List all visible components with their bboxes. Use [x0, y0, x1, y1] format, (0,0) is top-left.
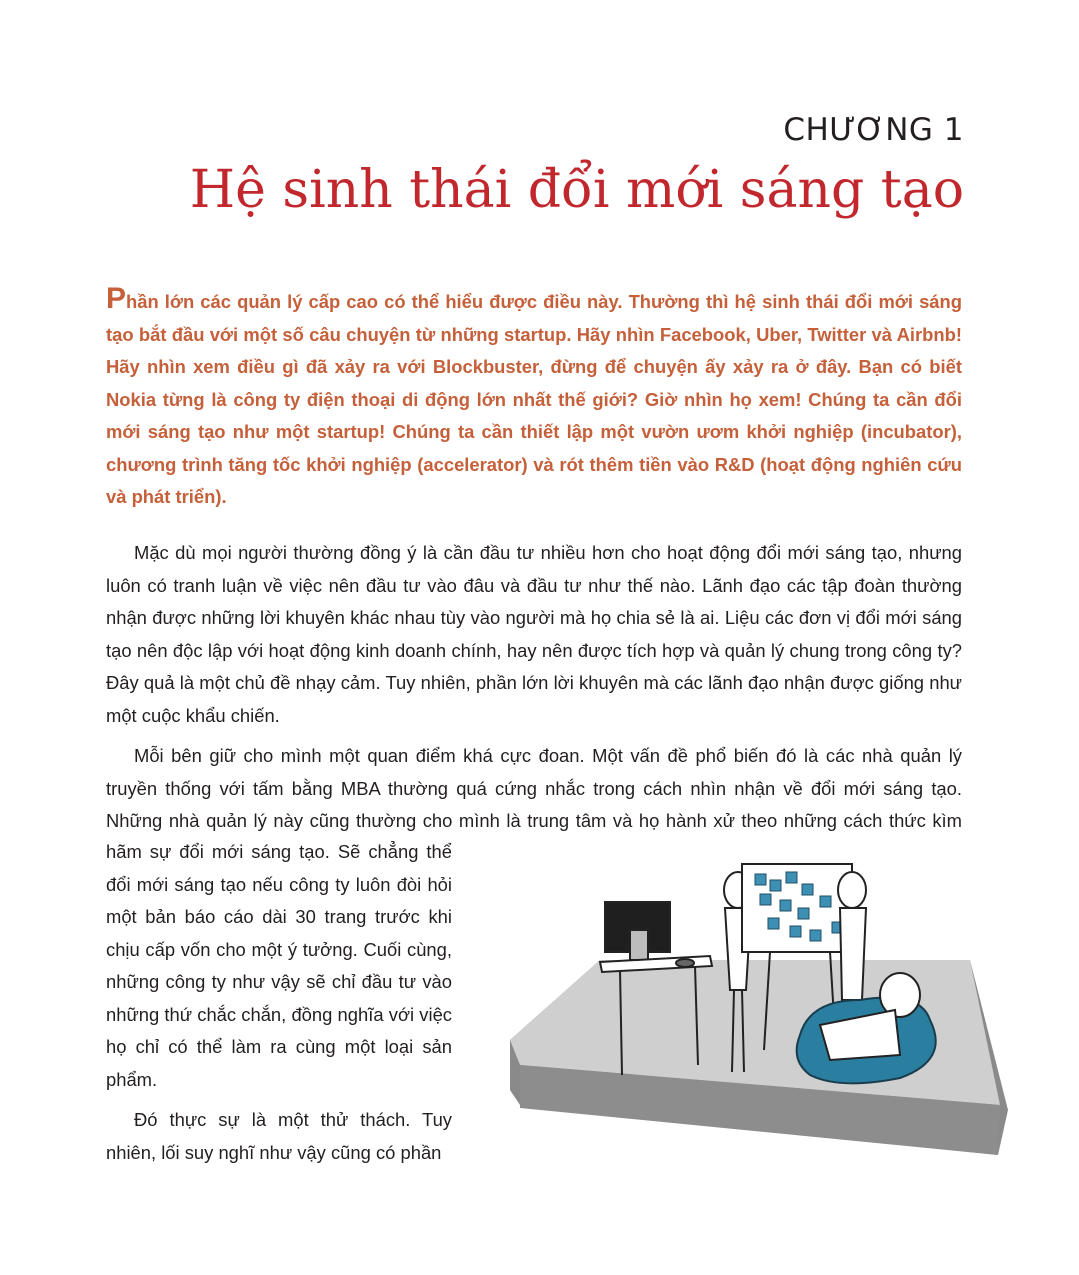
- body-paragraph-3: Đó thực sự là một thử thách. Tuy nhiên, lối suy nghĩ như vậy cũng có phần: [106, 1109, 452, 1163]
- chapter-title: Hệ sinh thái đổi mới sáng tạo: [189, 160, 964, 220]
- body-paragraph-1: Mặc dù mọi người thường đồng ý là cần đầu tư nhiều hơn cho hoạt động đổi mới sáng tạo, nhưng luôn có tranh luận về việc nên đầu tư vào đâu và đầu tư như thế nào. Lãnh đạo các tập đoàn thường nhận được những lời khuyên khác nhau tùy vào người mà họ chia sẻ là ai. Liệu các đơn vị đổi mới sáng tạo nên độc lập với hoạt động kinh doanh chính, hay nên được tích hợp và quản lý chung trong công ty? Đây quả là một chủ đề nhạy cảm. Tuy nhiên, phần lớn lời khuyên mà các lãnh đạo nhận được giống như một cuộc khẩu chiến.: [106, 542, 962, 726]
- intro-paragraph: [106, 282, 962, 514]
- drop-cap: P: [106, 282, 127, 315]
- intro-text: hần lớn các quản lý cấp cao có thể hiểu được điều này. Thường thì hệ sinh thái đổi mới sáng tạo bắt đầu với một số câu chuyện từ những startup. Hãy nhìn Facebook, Uber, Twitter và Airbnb! Hãy nhìn xem điều gì đã xảy ra với Blockbuster, đừng để chuyện ấy xảy ra ở đây. Bạn có biết Nokia từng là công ty điện thoại di động lớn nhất thế giới? Giờ nhìn họ xem! Chúng ta cần đổi mới sáng tạo như một startup! Chúng ta cần thiết lập một vườn ươm khởi nghiệp (incubator), chương trình tăng tốc khởi nghiệp (accelerator) và rót thêm tiền vào R&D (hoạt động nghiên cứu và phát triển).: [106, 291, 962, 507]
- body-paragraph-2: Mỗi bên giữ cho mình một quan điểm khá cực đoan. Một vấn đề phổ biến đó là các nhà quản lý truyền thống với tấm bằng MBA thường quá cứng nhắc trong cách nhìn nhận về đổi mới sáng tạo. Những nhà quản lý này cũng thường cho mình là trung tâm và họ hành xử theo những cách thức kìm: [106, 745, 962, 831]
- floor-platform: [510, 960, 1008, 1155]
- office-illustration: [480, 850, 1015, 1170]
- chapter-label: CHƯƠNG 1: [783, 112, 964, 148]
- body-paragraph-2-continued: hãm sự đổi mới sáng tạo. Sẽ chẳng thể đổi mới sáng tạo nếu công ty luôn đòi hỏi một bản báo cáo dài 30 trang trước khi chịu cấp vốn cho một ý tưởng. Cuối cùng, những công ty như vậy sẽ chỉ đầu tư vào những thứ chắc chắn, đồng nghĩa với việc họ chỉ có thể làm ra cùng một loại sản phẩm.: [106, 841, 452, 1090]
